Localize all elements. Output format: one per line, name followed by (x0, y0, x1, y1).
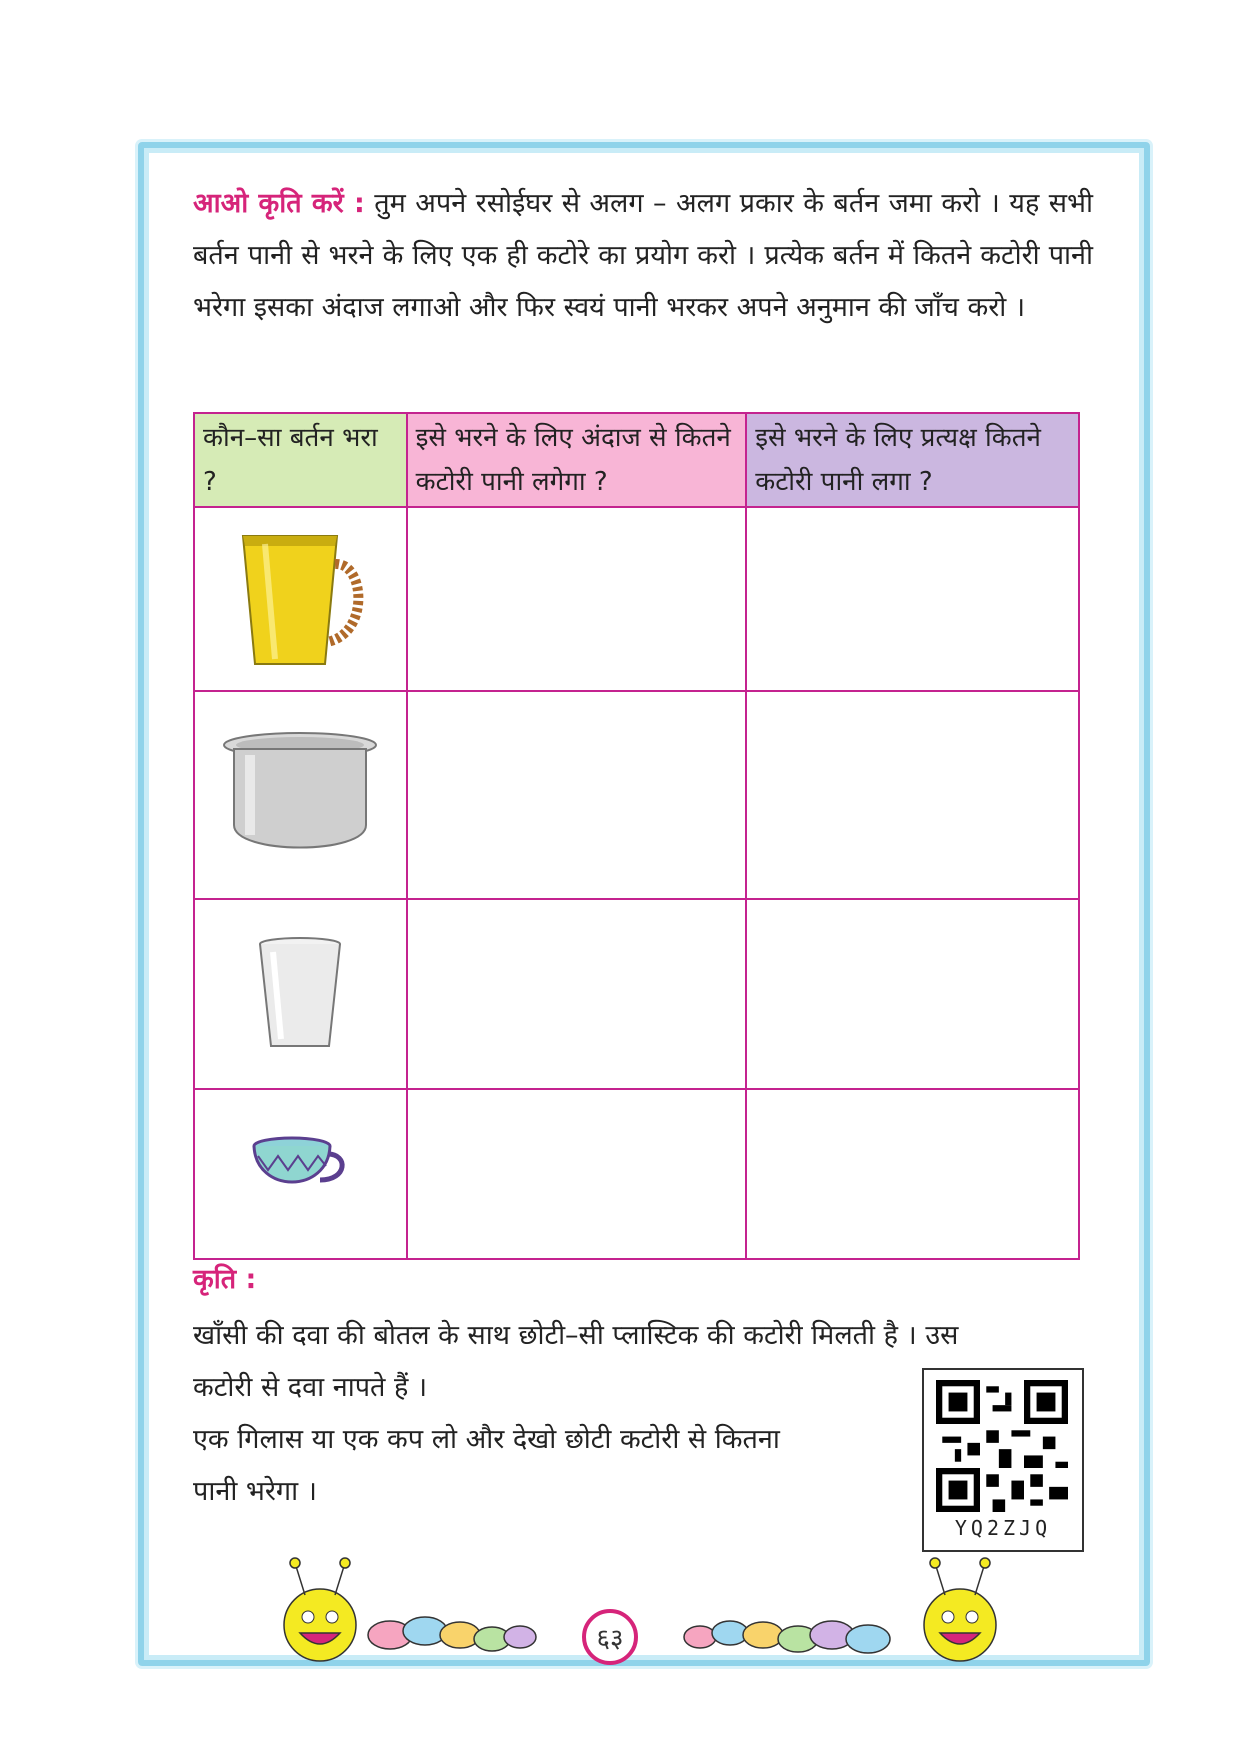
table-row (194, 691, 1079, 899)
kriti-line-1: खाँसी की दवा की बोतल के साथ छोटी–सी प्लास्टिक की कटोरी मिलती है । उस (193, 1320, 959, 1351)
kriti-heading: कृति : (193, 1264, 257, 1295)
activity-heading: आओ कृति करें : (193, 188, 365, 219)
tea-cup-icon (250, 1134, 350, 1214)
qr-code-icon (936, 1380, 1068, 1512)
vessel-cell (194, 899, 407, 1089)
qr-code-box[interactable] (922, 1368, 1084, 1552)
actual-cell[interactable] (746, 507, 1079, 691)
kriti-line-2: कटोरी से दवा नापते हैं । (193, 1372, 428, 1403)
table-row (194, 507, 1079, 691)
header-actual: इसे भरने के लिए प्रत्यक्ष कितने कटोरी पानी लगा ? (746, 413, 1079, 507)
vessel-cell (194, 1089, 407, 1259)
estimate-cell[interactable] (407, 1089, 747, 1259)
table-row (194, 899, 1079, 1089)
vessel-cell (194, 691, 407, 899)
table-header-row (194, 413, 1079, 507)
header-estimate: इसे भरने के लिए अंदाज से कितने कटोरी पानी लगेगा ? (407, 413, 747, 507)
estimate-cell[interactable] (407, 899, 747, 1089)
activity-text: तुम अपने रसोईघर से अलग – अलग प्रकार के बर्तन जमा करो । यह सभी बर्तन पानी से भरने के लिए एक ही कटोरे का प्रयोग करो । प्रत्येक बर्तन में कितने कटोरी पानी भरेगा इसका अंदाज लगाओ और फिर स्वयं पानी भरकर अपने अनुमान की जाँच करो । (193, 188, 1093, 323)
yellow-mug-icon (225, 524, 375, 674)
caterpillar-footer-icon (260, 1555, 1020, 1665)
estimate-cell[interactable] (407, 691, 747, 899)
vessel-cell (194, 507, 407, 691)
page-number: ६३ (596, 1624, 624, 1654)
header-vessel: कौन–सा बर्तन भरा ? (194, 413, 407, 507)
actual-cell[interactable] (746, 899, 1079, 1089)
activity-paragraph (193, 178, 1093, 334)
table-row (194, 1089, 1079, 1259)
glass-tumbler-icon (255, 934, 345, 1054)
worksheet-table (193, 412, 1080, 1260)
kriti-line-4: पानी भरेगा । (193, 1476, 317, 1507)
steel-pot-icon (220, 725, 380, 865)
actual-cell[interactable] (746, 1089, 1079, 1259)
actual-cell[interactable] (746, 691, 1079, 899)
qr-caption: YQ2ZJQ (954, 1516, 1052, 1540)
estimate-cell[interactable] (407, 507, 747, 691)
kriti-line-3: एक गिलास या एक कप लो और देखो छोटी कटोरी से कितना (193, 1424, 780, 1455)
